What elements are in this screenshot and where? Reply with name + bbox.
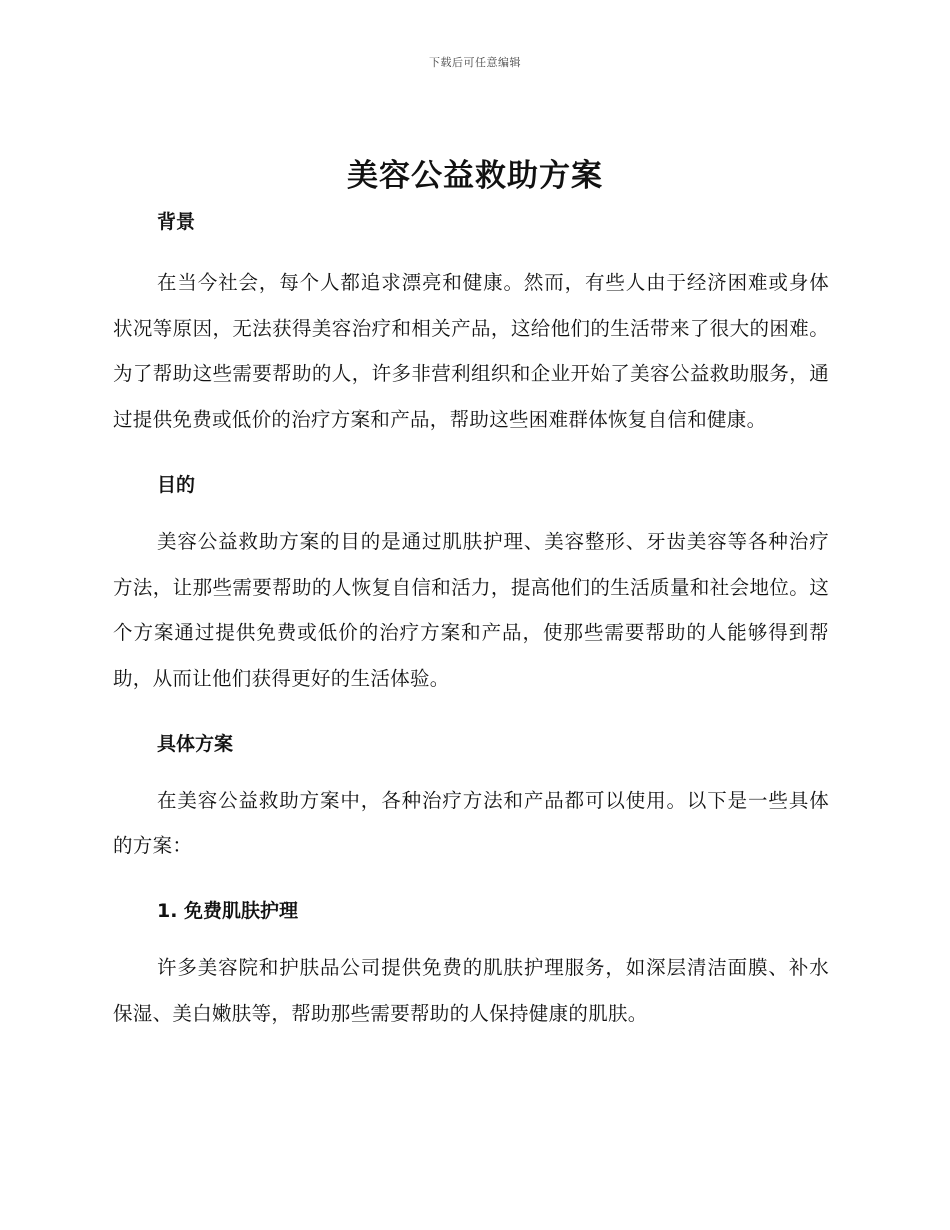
paragraph-background: 在当今社会，每个人都追求漂亮和健康。然而，有些人由于经济困难或身体状况等原因，无法获得美容治疗和相关产品，这给他们的生活带来了很大的困难。为了帮助这些需要帮助的人，许多非营利组织和企业开始了美容公益救助服务，通过提供免费或低价的治疗方案和产品，帮助这些困难群体恢复自信和健康。 xyxy=(113,271,829,432)
document-title: 美容公益救助方案 xyxy=(347,158,603,194)
paragraph-free-skin-care: 许多美容院和护肤品公司提供免费的肌肤护理服务，如深层清洁面膜、补水保湿、美白嫩肤等，帮助那些需要帮助的人保持健康的肌肤。 xyxy=(113,956,829,1025)
subheading-free-skin-care: 1. 免费肌肤护理 xyxy=(157,900,299,923)
section-heading-purpose: 目的 xyxy=(157,473,196,496)
section-heading-background: 背景 xyxy=(157,211,196,233)
paragraph-purpose: 美容公益救助方案的目的是通过肌肤护理、美容整形、牙齿美容等各种治疗方法，让那些需要帮助的人恢复自信和活力，提高他们的生活质量和社会地位。这个方案通过提供免费或低价的治疗方案和产品，使那些需要帮助的人能够得到帮助，从而让他们获得更好的生活体验。 xyxy=(113,529,829,690)
header-note: 下载后可任意编辑 xyxy=(429,56,521,69)
section-heading-plan: 具体方案 xyxy=(157,732,234,755)
paragraph-plan: 在美容公益救助方案中，各种治疗方法和产品都可以使用。以下是一些具体的方案： xyxy=(113,788,829,858)
document-body xyxy=(113,200,829,1036)
